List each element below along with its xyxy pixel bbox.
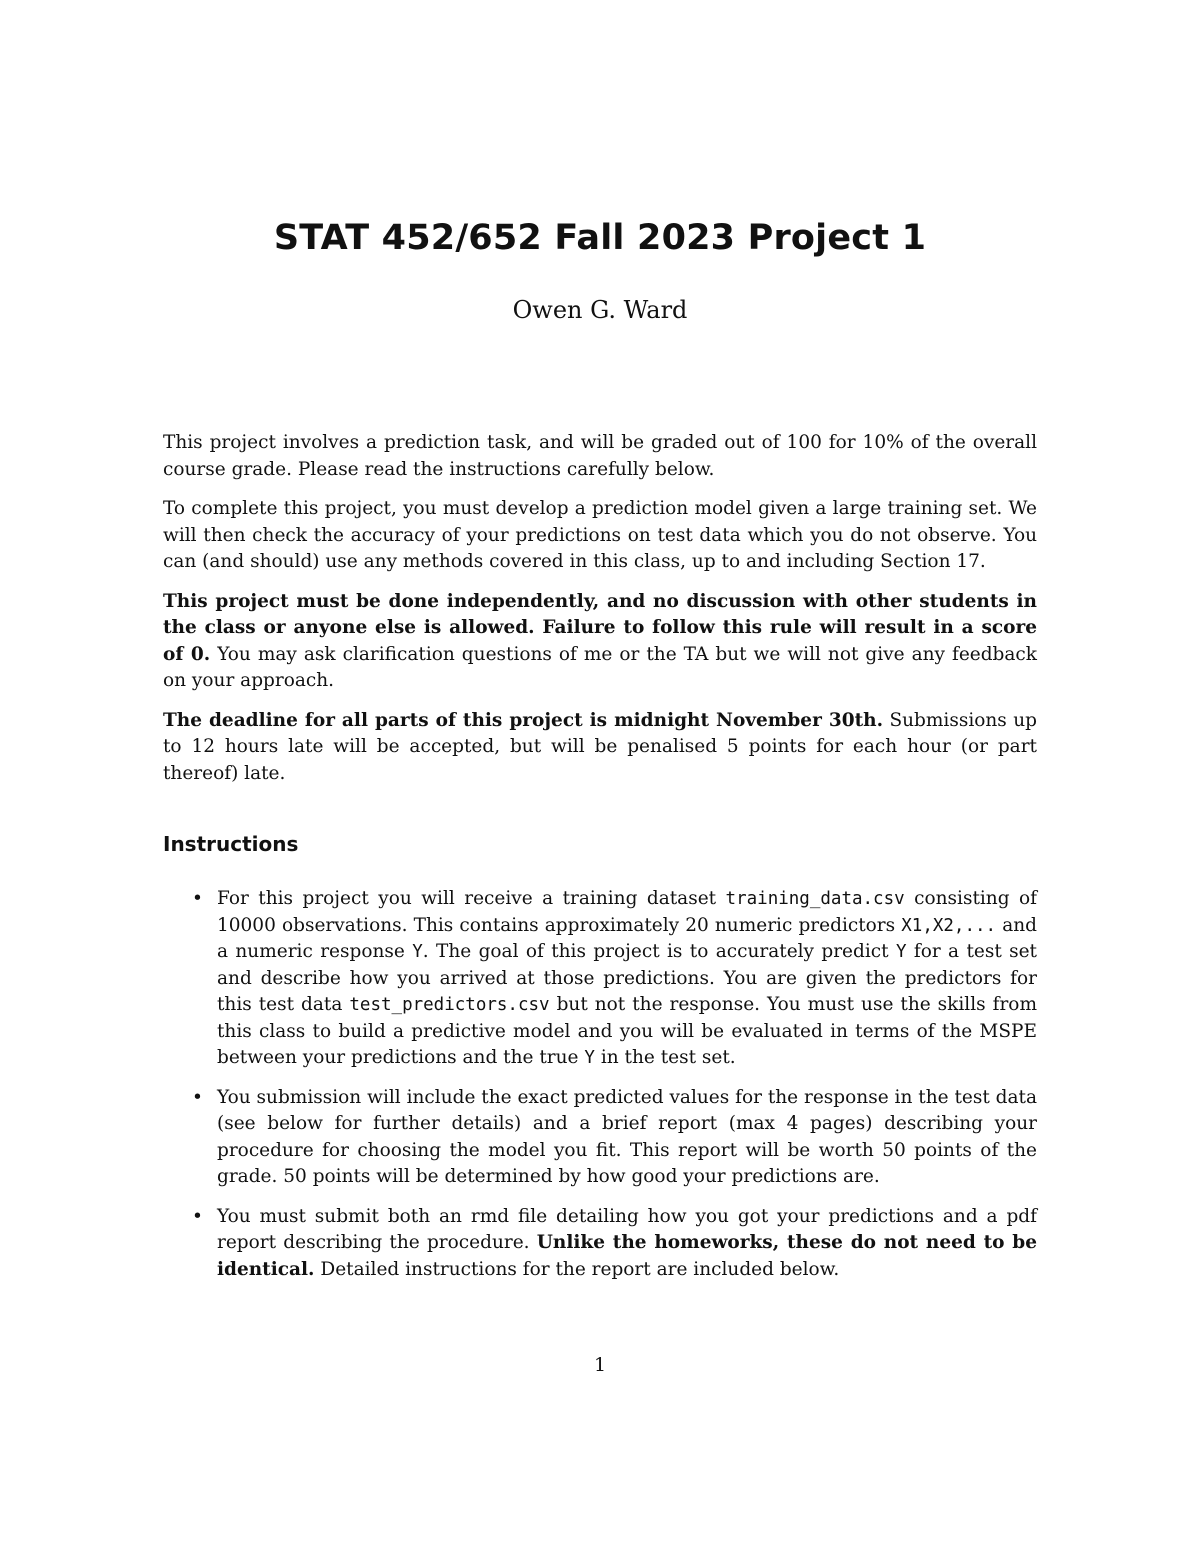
list-item-bold-text: Unlike the homeworks, these do not need to be identical.	[217, 1232, 1037, 1280]
list-item-text: and a numeric response	[217, 914, 1037, 962]
document-title: STAT 452/652 Fall 2023 Project 1	[273, 218, 927, 258]
bullet-icon: •	[192, 1086, 203, 1108]
code-filename: test_predictors.csv	[349, 995, 550, 1015]
list-item	[163, 886, 1037, 1072]
list-item-text: You must submit both an rmd file detailing how you got your predictions and a pdf report describing the procedure.	[217, 1205, 1037, 1253]
bullet-icon: •	[192, 1205, 203, 1227]
code-variable: Y	[584, 1048, 595, 1068]
independence-paragraph	[163, 589, 1037, 695]
list-item-text: for a test set and describe how you arrived at those predictions. You are given the predictors for this test data	[217, 941, 1037, 1015]
code-filename: training_data.csv	[725, 889, 905, 909]
list-item-text: For this project you will receive a training dataset	[217, 888, 726, 909]
independence-text: You may ask clarification questions of me or the TA but we will not give any feedback on your approach.	[163, 643, 1037, 691]
deadline-text: Submissions up to 12 hours late will be accepted, but will be penalised 5 points for each hour (or part thereof) late.	[163, 709, 1037, 784]
list-item-text: consisting of 10000 observations. This contains approximately 20 numeric predictors	[217, 888, 1037, 936]
deadline-paragraph	[163, 708, 1037, 788]
instructions-heading: Instructions	[163, 832, 299, 856]
list-item	[163, 1204, 1037, 1284]
document-body	[163, 430, 1037, 800]
list-item-text: Detailed instructions for the report are included below.	[314, 1258, 840, 1280]
list-item-text: but not the response. You must use the skills from this class to build a predictive model and you will be evaluated in terms of the MSPE between your predictions and the true	[217, 994, 1037, 1068]
bullet-icon: •	[192, 888, 203, 909]
document-author: Owen G. Ward	[512, 296, 688, 324]
instructions-list	[163, 886, 1037, 1296]
intro-paragraph-1: This project involves a prediction task, and will be graded out of 100 for 10% of the overall course grade. Please read the instructions carefully below.	[163, 432, 1037, 480]
list-item-text: You submission will include the exact predicted values for the response in the test data (see below for further details) and a brief report (max 4 pages) describing your procedure for choosing the model you fit. This report will be worth 50 points of the grade. 50 points will be determined by how good your predictions are.	[217, 1086, 1037, 1187]
intro-paragraph-2: To complete this project, you must develop a prediction model given a large training set. We will then check the accuracy of your predictions on test data which you do not observe. You can (and should) use any methods covered in this class, up to and including Section 17.	[163, 498, 1037, 572]
independence-bold-text: This project must be done independently, and no discussion with other students in the class or anyone else is allowed. Failure to follow this rule will result in a score of 0.	[163, 590, 1037, 665]
list-item-text: in the test set.	[594, 1047, 736, 1068]
deadline-bold-text: The deadline for all parts of this project is midnight November 30th.	[163, 709, 884, 731]
code-variable: Y	[412, 942, 423, 962]
list-item	[163, 1085, 1037, 1191]
code-variable: Y	[895, 942, 907, 962]
list-item-text: . The goal of this project is to accurately predict	[422, 941, 896, 962]
code-variable: X1,X2,...	[901, 915, 997, 936]
page-number: 1	[593, 1354, 607, 1376]
